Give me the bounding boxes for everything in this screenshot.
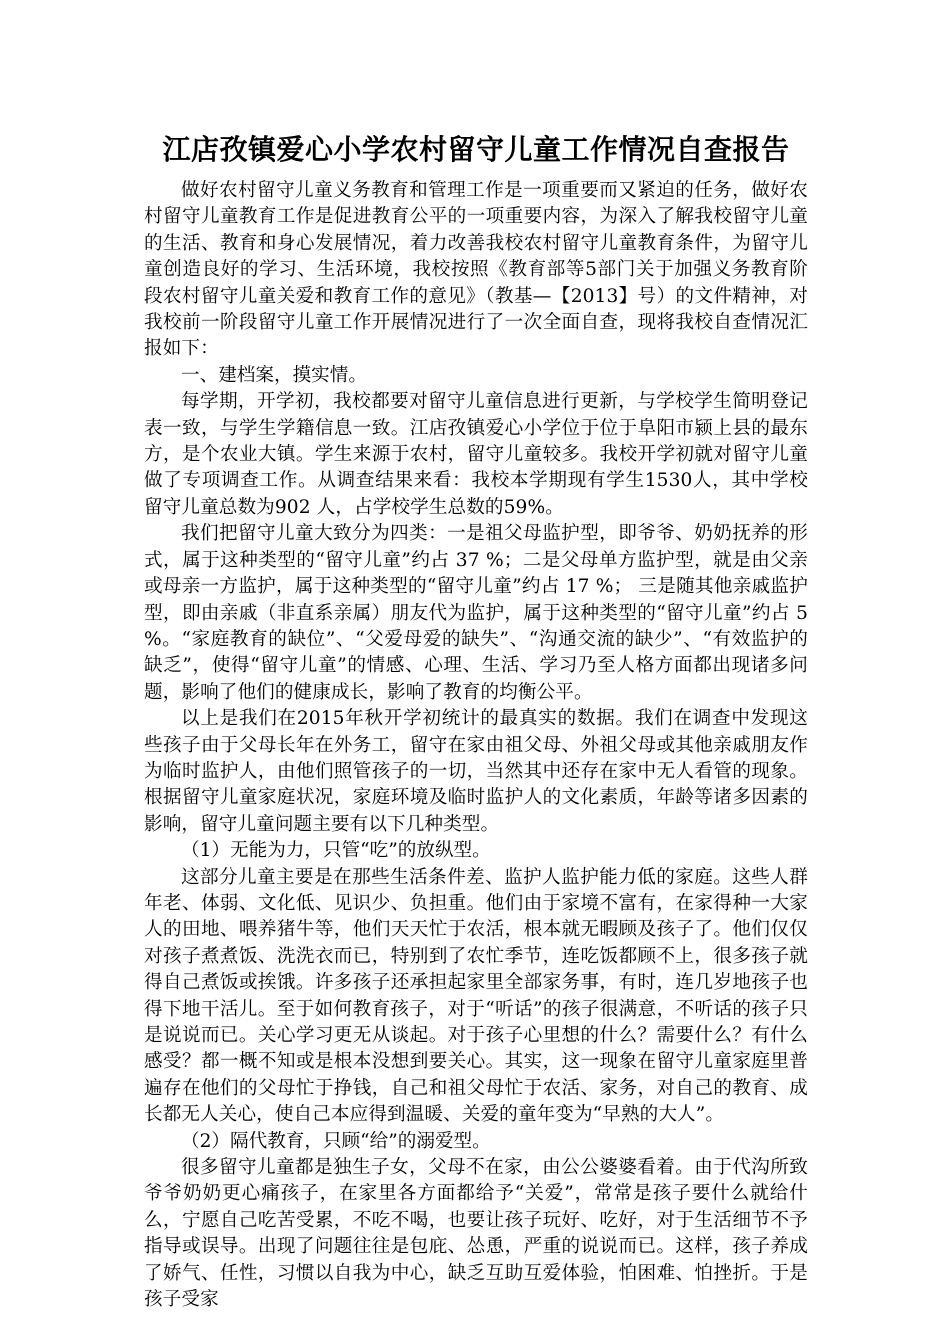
body-paragraph: 以上是我们在2015年秋开学初统计的最真实的数据。我们在调查中发现这些孩子由于父母长年在外务工，留守在家由祖父母、外祖父母或其他亲戚朋友作为临时监护人，由他们照管孩子的一切，当然其中还存在家中无人看管的现象。根据留守儿童家庭状况，家庭环境及临时监护人的文化素质，年龄等诸多因素的影响，留守儿童问题主要有以下几种类型。: [144, 708, 808, 835]
body-paragraph: 每学期，开学初，我校都要对留守儿童信息进行更新，与学校学生简明登记表一致，与学生学籍信息一致。江店孜镇爱心小学位于位于阜阳市颍上县的最东方，是个农业大镇。学生来源于农村，留守儿童较多。我校开学初就对留守儿童做了专项调查工作。从调查结果来看：我校本学期现有学生1530人，其中学校留守儿童总数为902 人，占学校学生总数的59%。: [144, 391, 808, 518]
document-title: 江店孜镇爱心小学农村留守儿童工作情况自查报告: [162, 133, 790, 166]
body-paragraph: 这部分儿童主要是在那些生活条件差、监护人监护能力低的家庭。这些人群年老、体弱、文化低、见识少、负担重。他们由于家境不富有，在家得种一大家人的田地、喂养猪牛等，他们天天忙于农活，根本就无暇顾及孩子了。他们仅仅对孩子煮煮饭、洗洗衣而已，特别到了农忙季节，连吃饭都顾不上，很多孩子就得自己煮饭或挨饿。许多孩子还承担起家里全部家务事，有时，连几岁地孩子也得下地干活儿。至于如何教育孩子，对于“听话”的孩子很满意，不听话的孩子只是说说而已。关心学习更无从谈起。对于孩子心里想的什么？需要什么？有什么感受？都一概不知或是根本没想到要关心。其实，这一现象在留守儿童家庭里普遍存在他们的父母忙于挣钱，自己和祖父母忙于农活、家务，对自己的教育、成长都无人关心，使自己本应得到温暖、关爱的童年变为“早熟的大人”。: [144, 866, 808, 1126]
document-page: [144, 128, 808, 1313]
body-paragraph: 很多留守儿童都是独生子女，父母不在家，由公公婆婆看着。由于代沟所致爷爷奶奶更心痛孩子，在家里各方面都给予“关爱”，常常是孩子要什么就给什么，宁愿自己吃苦受累，不吃不喝，也要让孩子玩好、吃好，对于生活细节不予指导或误导。出现了问题往往是包庇、怂恿，严重的说说而已。这样，孩子养成了娇气、任性，习惯以自我为中心，缺乏互助互爱体验，怕困难、怕挫折。于是孩子受家: [144, 1157, 808, 1311]
subsection-heading-1: （1）无能为力，只管“吃”的放纵型。: [181, 840, 491, 862]
subsection-heading-2: （2）隔代教育，只顾“给”的溺爱型。: [181, 1130, 491, 1152]
section-heading-1: 一、建档案，摸实情。: [181, 364, 367, 386]
body-paragraph: 我们把留守儿童大致分为四类：一是祖父母监护型，即爷爷、奶奶抚养的形式，属于这种类型的“留守儿童”约占 37 %；二是父母单方监护型，就是由父亲或母亲一方监护，属于这种类型的“留守儿童”约占 17 %； 三是随其他亲戚监护型，即由亲戚（非直系亲属）朋友代为监护，属于这种类型的“留守儿童”约占 5 %。“家庭教育的缺位”、“父爱母爱的缺失”、“沟通交流的缺少”、“有效监护的缺乏”，使得“留守儿童”的情感、心理、生活、学习乃至人格方面都出现诸多问题，影响了他们的健康成长，影响了教育的均衡公平。: [144, 523, 808, 703]
intro-paragraph: 做好农村留守儿童义务教育和管理工作是一项重要而又紧迫的任务，做好农村留守儿童教育工作是促进教育公平的一项重要内容，为深入了解我校留守儿童的生活、教育和身心发展情况，着力改善我校农村留守儿童教育条件，为留守儿童创造良好的学习、生活环境，我校按照《教育部等5部门关于加强义务教育阶段农村留守儿童关爱和教育工作的意见》（教基—【2013】号）的文件精神，对我校前一阶段留守儿童工作开展情况进行了一次全面自查，现将我校自查情况汇报如下：: [144, 180, 808, 360]
